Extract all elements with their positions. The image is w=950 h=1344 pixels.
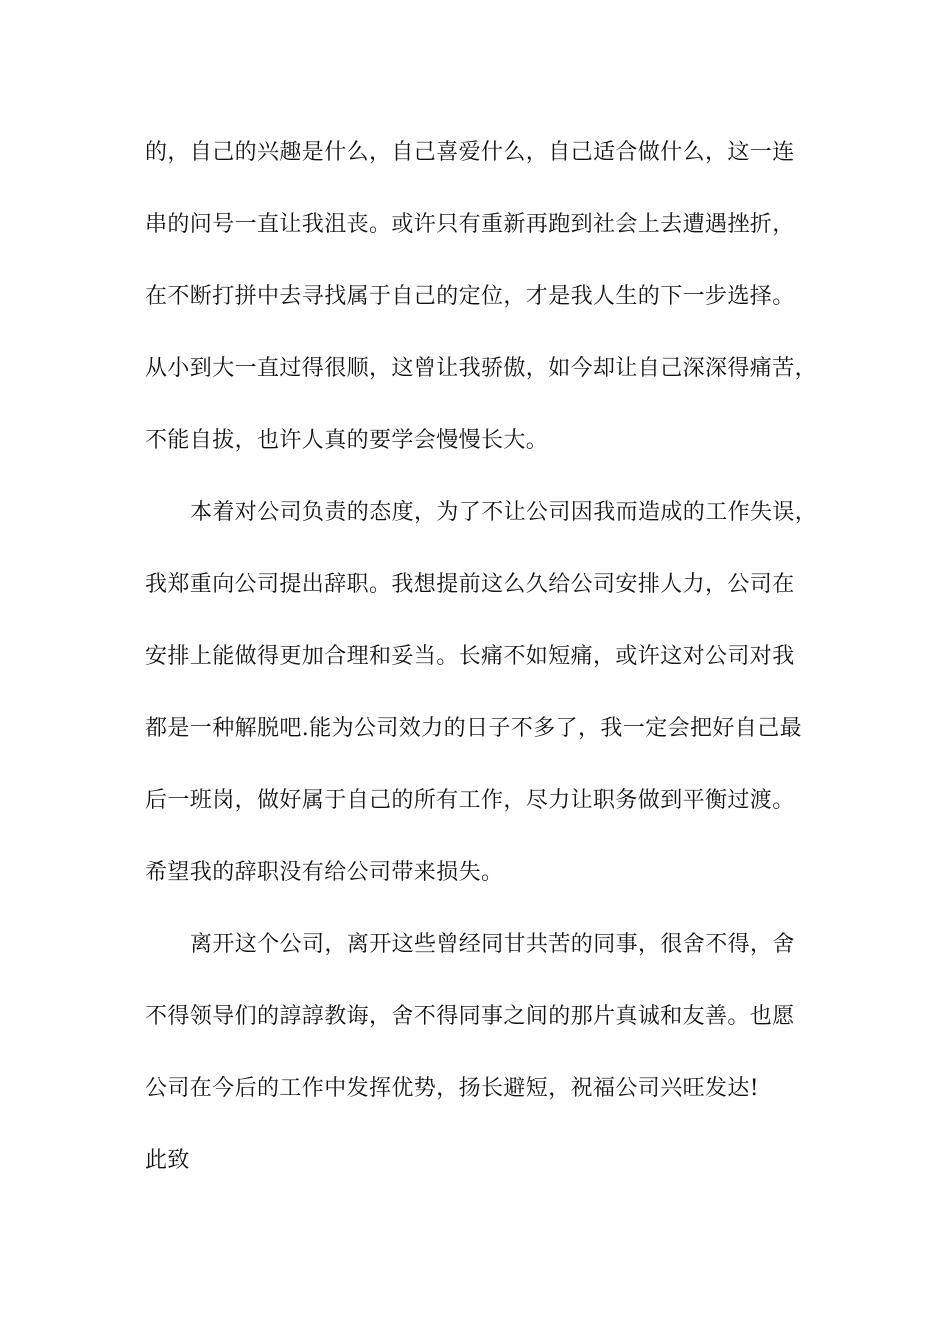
paragraph-line-14: 公司在今后的工作中发挥优势，扬长避短，祝福公司兴旺发达! [145,1076,760,1101]
closing-salutation: 此致 [145,1148,190,1173]
paragraph-line-5: 不能自拔，也许人真的要学会慢慢长大。 [145,428,549,453]
paragraph-line-13: 不得领导们的諄諄教诲，舍不得同事之间的那片真诚和友善。也愿 [145,1004,795,1029]
paragraph-line-6: 本着对公司负责的态度，为了不让公司因我而造成的工作失误， [190,500,818,525]
paragraph-line-3: 在不断打拼中去寻找属于自己的定位，才是我人生的下一步选择。 [145,284,795,309]
paragraph-line-2: 串的问号一直让我沮丧。或许只有重新再跑到社会上去遭遇挫折， [145,212,795,237]
paragraph-line-11: 希望我的辞职没有给公司带来损失。 [145,860,504,885]
paragraph-line-1: 的，自己的兴趣是什么，自己喜爱什么，自己适合做什么，这一连 [145,140,795,165]
paragraph-line-9: 都是一种解脱吧.能为公司效力的日子不多了，我一定会把好自己最 [145,716,802,741]
paragraph-line-4: 从小到大一直过得很顺，这曾让我骄傲，如今却让自己深深得痛苦， [145,356,818,381]
paragraph-line-8: 安排上能做得更加合理和妥当。长痛不如短痛，或许这对公司对我 [145,644,795,669]
paragraph-line-12: 离开这个公司，离开这些曾经同甘共苦的同事，很舍不得，舍 [190,932,795,957]
paragraph-line-7: 我郑重向公司提出辞职。我想提前这么久给公司安排人力，公司在 [145,572,795,597]
paragraph-line-10: 后一班岗，做好属于自己的所有工作，尽力让职务做到平衡过渡。 [145,788,795,813]
